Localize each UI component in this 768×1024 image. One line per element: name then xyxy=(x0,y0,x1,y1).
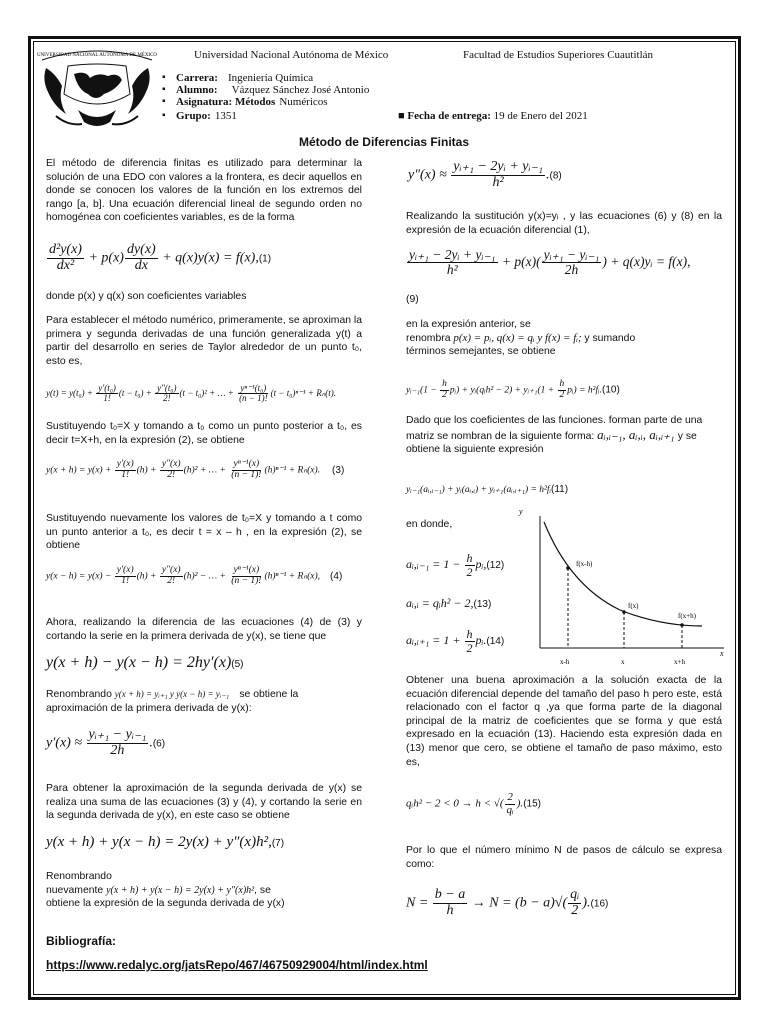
equation-12: aᵢ,ᵢ₋₁ = 1 − $\frac{h}{2}$ pᵢ,(12) xyxy=(406,551,505,579)
equation-3: y(x + h) = y(x) + $\frac{y'(x)}{1!}$ (h) + $\frac{y''(x)}{2!}$ (h)² + … + $\frac{\text{yⁿ⁻¹(x)}}{(n - 1)!}$ (h)ⁿ⁻¹ + Rₙ(x). (3) xyxy=(46,459,345,480)
graph-x-label: x xyxy=(720,649,724,658)
forward-substitution-paragraph: Sustituyendo t₀=X y tomando a t₀ como un punto posterior a t₀, es decir t=X+h, en la expresión (2), se obtiene xyxy=(46,421,362,446)
second-derivative-paragraph: Para obtener la aproximación de la segunda derivada de y(x) se realiza una suma de las ecuaciones (3) y (4), y cortando la serie en la segunda derivada de y(x), en este caso se obtiene xyxy=(46,783,362,822)
graph-y-label: y xyxy=(519,507,523,516)
graph-tick-x: x xyxy=(621,658,625,666)
substitution-paragraph: Realizando la sustitución y(x)=yᵢ , y las ecuaciones (6) y (8) en la expresión de la ecuación diferencial (1), xyxy=(406,211,722,236)
taylor-paragraph: Para establecer el método numérico, primeramente, se aproximan la primera y segunda derivadas de una función generalizada y(t) a partir del desarrollo en series de Taylor alrededor de un punto t₀, esto es, xyxy=(46,315,362,367)
faculty-name: Facultad de Estudios Superiores Cuautitlán xyxy=(463,49,654,61)
equation-9-number: (9) xyxy=(406,294,419,305)
due-date-line: ■ Fecha de entrega: 19 de Enero del 2021 xyxy=(398,110,588,122)
document-title: Método de Diferencias Finitas xyxy=(298,135,470,149)
equation-7: y(x + h) + y(x − h) = 2y(x) + y″(x)h²,(7) xyxy=(46,834,285,850)
equation-10: yᵢ₋₁(1 − $\frac{h}{2}$ pᵢ) + yᵢ(qᵢh² − 2) + yᵢ₊₁(1 + $\frac{h}{2}$ pᵢ) = h²fᵢ.(10) xyxy=(406,379,620,400)
rename-coefficients-paragraph: en la expresión anterior, se renombra p(x) = pᵢ, q(x) = qᵢ y f(x) = fᵢ; y sumando términos semejantes, se obtiene xyxy=(406,319,636,358)
graph-label-fxmh: f(x-h) xyxy=(576,560,593,568)
bibliography-link[interactable]: https://www.redalyc.org/jatsRepo/467/46750929004/html/index.html xyxy=(46,958,428,972)
equation-1: $\frac{\text{d²y(x)}}{\text{dx²}}$ + p(x) $\frac{dy(x)}{dx}$ + q(x)y(x) = f(x),(1) xyxy=(49,242,272,273)
bibliography-heading: Bibliografía: xyxy=(46,934,117,948)
subject-line: ▪ Asignatura: Métodos Numéricos xyxy=(176,96,328,108)
intro-paragraph: El método de diferencia finitas es utilizado para determinar la solución de una EDO con valores a la frontera, es decir aquellos en donde se conocen los valores de la función en los extremos del rango [a, b]. Una ecuación diferencial lineal de segundo orden no homogénea con coeficientes variables, es de la forma xyxy=(46,158,362,224)
equation-2: y(t) = y(t₀) + $\frac{\text{y′(t₀)}}{1!}$ (t − t₀) + $\frac{\text{y″(t₀)}}{2!}$ (t − t₀)² + … + $\frac{\text{yⁿ⁻¹(t₀)}}{(n - 1)!}$ (t − t₀)ⁿ⁻¹ + Rₙ(t). xyxy=(46,383,337,404)
matrix-paragraph: Dado que los coeficientes de las funciones. forman parte de una matriz se nombran de la siguiente forma: aᵢ,ᵢ₋₁, aᵢ,ᵢ, aᵢ,ᵢ₊₁ y se obtiene la siguiente expresión xyxy=(406,415,703,456)
rename-second-paragraph: Renombrando nuevamente y(x + h) + y(x − h) = 2y(x) + y″(x)h², se obtiene la expresión de la segunda derivada de y(x) xyxy=(46,871,285,910)
career-line: ▪ Carrera: Ingeniería Química xyxy=(176,72,313,84)
graph-point-left xyxy=(566,566,570,570)
equation-11: yᵢ₋₁(aᵢ,ᵢ₋₁) + yᵢ(aᵢ,ᵢ) + yᵢ₊₁(aᵢ,ᵢ₊₁) = h²fᵢ(11) xyxy=(406,484,569,495)
equation-15: qᵢh² − 2 < 0 → h < √( $\frac{2}{\text{qᵢ}}$ ).(15) xyxy=(406,791,541,816)
graph-tick-xph: x+h xyxy=(674,658,685,666)
student-line: ▪ Alumno: Vázquez Sánchez José Antonio xyxy=(176,84,369,96)
equation-13: aᵢ,ᵢ = qᵢh² − 2,(13) xyxy=(406,596,492,610)
coefficients-paragraph: donde p(x) y q(x) son coeficientes variables xyxy=(46,291,247,302)
graph-tick-xmh: x-h xyxy=(560,658,570,666)
logo-text: UNIVERSIDAD NACIONAL AUTÓNOMA DE MÉXICO xyxy=(36,53,158,58)
equation-16: N = $\frac{b - a}{h}$ → N = (b − a)√( $\frac{\text{qᵢ}}{2}$ ).(16) xyxy=(406,887,609,918)
equation-9: $\frac{\text{yᵢ₊₁ − 2yᵢ + yᵢ₋₁}}{\text{h²}}$ + p(x)( $\frac{\text{yᵢ₊₁ − yᵢ₋₁}}{2h}$ ) + q(x)yᵢ = f(x), xyxy=(409,247,691,278)
graph-point-center xyxy=(622,610,626,614)
graph-point-right xyxy=(680,623,684,627)
where-label: en donde, xyxy=(406,519,453,530)
equation-6: y′(x) ≈ $\frac{\text{yᵢ₊₁ − yᵢ₋₁}}{2h}$ .(6) xyxy=(46,727,166,758)
equation-5: y(x + h) − y(x − h) = 2hy′(x)(5) xyxy=(46,654,244,671)
unam-logo xyxy=(38,44,156,132)
graph-label-fx: f(x) xyxy=(628,602,639,610)
difference-paragraph: Ahora, realizando la diferencia de las ecuaciones (4) de (3) y cortando la serie en la primera derivada de y(x), se tiene que xyxy=(46,617,362,642)
group-line: ▪ Grupo: 1351 xyxy=(176,110,237,122)
university-name: Universidad Nacional Autónoma de México xyxy=(194,49,389,61)
rename-first-paragraph: Renombrando y(x + h) = yᵢ₊₁ y y(x − h) = yᵢ₋₁ se obtiene la aproximación de la primera derivada de y(x): xyxy=(46,689,299,714)
equation-14: aᵢ,ᵢ₊₁ = 1 + $\frac{h}{2}$ pᵢ.(14) xyxy=(406,627,505,655)
step-size-paragraph: Obtener una buena aproximación a la solución exacta de la ecuación diferencial depende del tamaño del paso h pero este, está relacionado con el factor q ,ya que forma parte de la diagonal principal de la matriz de coeficientes que se forma y que está expresado en la ecuación (13). Haciendo esta expresión dada en (13) menor que cero, se obtiene el tamaño de paso máximo, esto es, xyxy=(406,675,722,768)
finite-difference-graph xyxy=(520,508,730,668)
backward-substitution-paragraph: Sustituyendo nuevamente los valores de t₀=X y tomando a t como un punto anterior a t₀, es decir t = x – h , en la expresión (2), se obtiene xyxy=(46,513,362,552)
equation-4: y(x − h) = y(x) − $\frac{y'(x)}{1!}$ (h) + $\frac{y''(x)}{2!}$ (h)² − … + $\frac{\text{yⁿ⁻¹(x)}}{(n - 1)!}$ (h)ⁿ⁻¹ + Rₙ(x), (4) xyxy=(46,565,343,586)
min-steps-paragraph: Por lo que el número mínimo N de pasos de cálculo se expresa como: xyxy=(406,845,722,870)
graph-label-fxph: f(x+h) xyxy=(678,612,696,620)
equation-8: y″(x) ≈ $\frac{\text{yᵢ₊₁ − 2yᵢ + yᵢ₋₁}}{\text{h²}}$ .(8) xyxy=(408,159,562,190)
